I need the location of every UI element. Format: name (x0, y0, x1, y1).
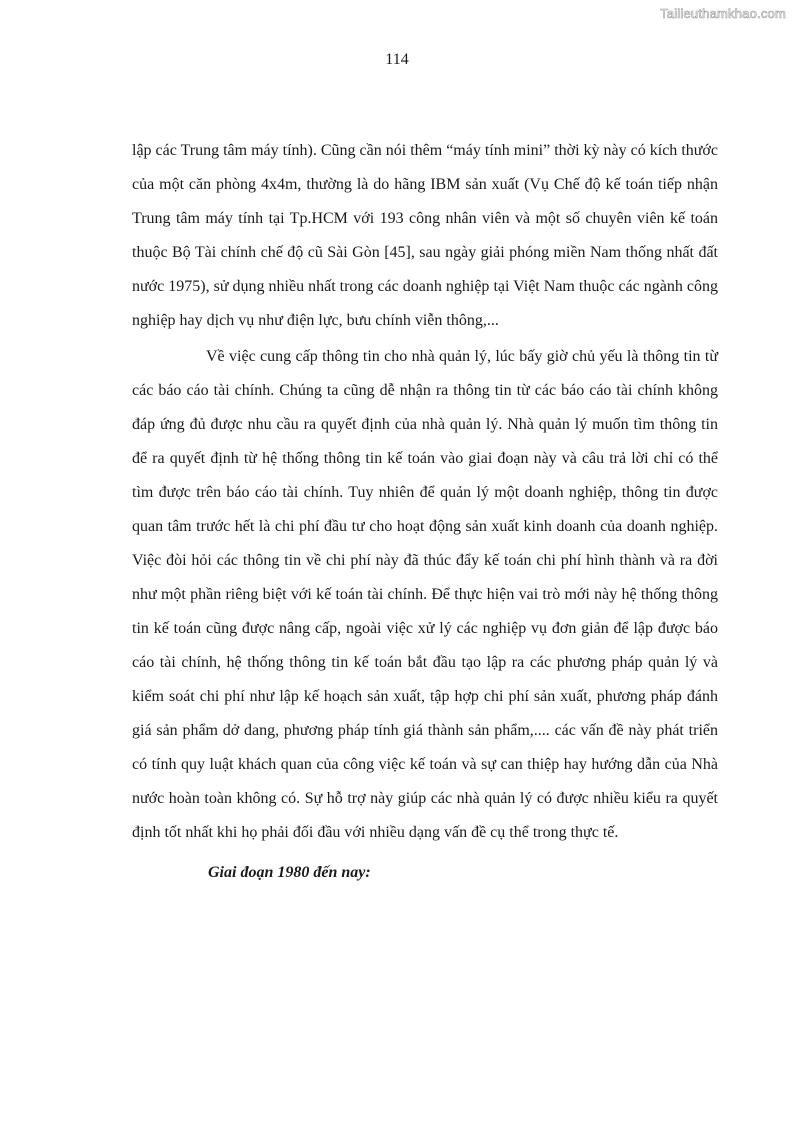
document-body (132, 134, 718, 890)
paragraph-information-for-managers: Về việc cung cấp thông tin cho nhà quản lý, lúc bấy giờ chủ yếu là thông tin từ các báo cáo tài chính. Chúng ta cũng dễ nhận ra thông tin từ các báo cáo tài chính không đáp ứng đủ được nhu cầu ra quyết định của nhà quản lý. Nhà quản lý muốn tìm thông tin để ra quyết định từ hệ thống thông tin kế toán vào giai đoạn này và câu trả lời chỉ có thể tìm được trên báo cáo tài chính. Tuy nhiên để quản lý một doanh nghiệp, thông tin được quan tâm trước hết là chi phí đầu tư cho hoạt động sản xuất kinh doanh của doanh nghiệp. Việc đòi hỏi các thông tin về chi phí này đã thúc đẩy kế toán chi phí hình thành và ra đời như một phần riêng biệt với kế toán tài chính. Để thực hiện vai trò mới này hệ thống thông tin kế toán cũng được nâng cấp, ngoài việc xử lý các nghiệp vụ đơn giản để lập được báo cáo tài chính, hệ thống thông tin kế toán bắt đầu tạo lập ra các phương pháp quản lý và kiểm soát chi phí như lập kế hoạch sản xuất, tập hợp chi phí sản xuất, phương pháp đánh giá sản phẩm dở dang, phương pháp tính giá thành sản phẩm,.... các vấn đề này phát triển có tính quy luật khách quan của công việc kế toán và sự can thiệp hay hướng dẫn của Nhà nước hoàn toàn không có. Sự hỗ trợ này giúp các nhà quản lý có được nhiều kiểu ra quyết định tốt nhất khi họ phải đối đầu với nhiều dạng vấn đề cụ thể trong thực tế. (132, 348, 718, 841)
watermark-text: Tailieuthamkhao.com (660, 6, 786, 21)
page-number: 114 (385, 51, 409, 68)
section-heading: Giai đoạn 1980 đến nay: (208, 864, 371, 881)
paragraph-continued: lập các Trung tâm máy tính). Cũng cần nói thêm “máy tính mini” thời kỳ này có kích thước của một căn phòng 4x4m, thường là do hãng IBM sản xuất (Vụ Chế độ kế toán tiếp nhận Trung tâm máy tính tại Tp.HCM với 193 công nhân viên và một số chuyên viên kế toán thuộc Bộ Tài chính chế độ cũ Sài Gòn [45], sau ngày giải phóng miền Nam thống nhất đất nước 1975), sử dụng nhiều nhất trong các doanh nghiệp tại Việt Nam thuộc các ngành công nghiệp hay dịch vụ như điện lực, bưu chính viễn thông,... (132, 142, 718, 329)
